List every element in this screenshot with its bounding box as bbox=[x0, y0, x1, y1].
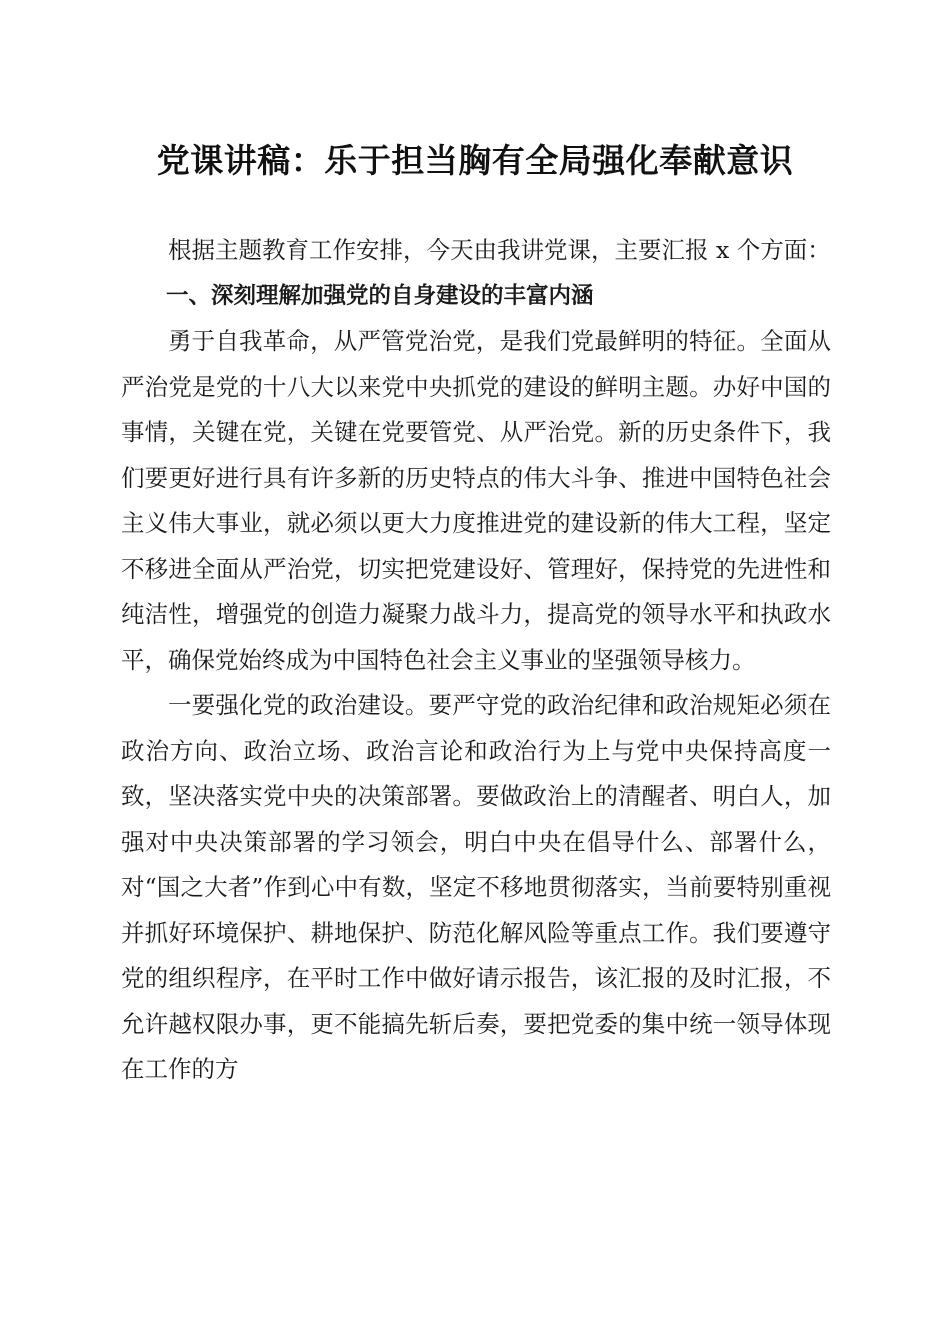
document-title: 党课讲稿：乐于担当胸有全局强化奉献意识 bbox=[156, 141, 794, 180]
document-body bbox=[121, 228, 831, 1093]
body-paragraph: 一要强化党的政治建设。要严守党的政治纪律和政治规矩必须在政治方向、政治立场、政治言论和政治行为上与党中央保持高度一致，坚决落实党中央的决策部署。要做政治上的清醒者、明白人，加强对中央决策部署的学习领会，明白中央在倡导什么、部署什么，对“国之大者”作到心中有数，坚定不移地贯彻落实，当前要特别重视并抓好环境保护、耕地保护、防范化解风险等重点工作。我们要遵守党的组织程序，在平时工作中做好请示报告，该汇报的及时汇报，不允许越权限办事，更不能搞先斩后奏，要把党委的集中统一领导体现在工作的方 bbox=[121, 691, 831, 1083]
section-heading: 一、深刻理解加强党的自身建设的丰富内涵 bbox=[166, 282, 594, 309]
intro-paragraph: 根据主题教育工作安排，今天由我讲党课，主要汇报 x 个方面： bbox=[168, 236, 831, 264]
body-paragraph: 勇于自我革命，从严管党治党，是我们党最鲜明的特征。全面从严治党是党的十八大以来党中央抓党的建设的鲜明主题。办好中国的事情，关键在党，关键在党要管党、从严治党。新的历史条件下，我们要更好进行具有许多新的历史特点的伟大斗争、推进中国特色社会主义伟大事业，就必须以更大力度推进党的建设新的伟大工程，坚定不移进全面从严治党，切实把党建设好、管理好，保持党的先进性和纯洁性，增强党的创造力凝聚力战斗力，提高党的领导水平和执政水平，确保党始终成为中国特色社会主义事业的坚强领导核力。 bbox=[121, 327, 831, 674]
